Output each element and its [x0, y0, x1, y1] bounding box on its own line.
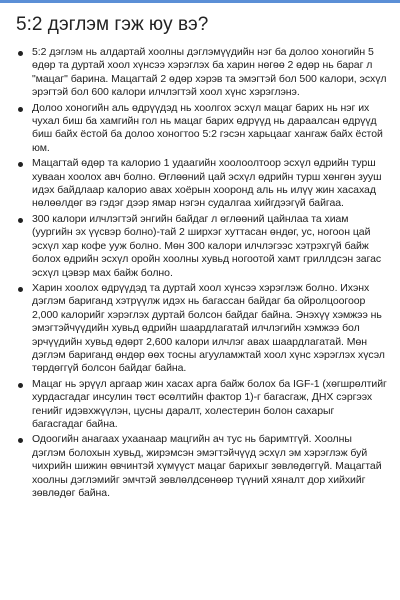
- list-item: Мацаг нь эрүүл аргаар жин хасах арга байж болох ба IGF-1 (хөгшрөлтийг хурдасгадаг инсулин төст өсөлтийн фактор 1)-г багасгаж, ДНХ сэргээх генийг идэвхжүүлэн, цусны даралт, холестерин болон сахарыг багасгадаг байна.: [16, 378, 388, 432]
- list-item: 300 калори илчлэгтэй энгийн байдаг л өглөөний цайнлаа та хиам (уургийн эх үүсвэр болно)-тай 2 ширхэг хуттасан өндөг, ус, ногоон цай эсхүл хар кофе ууж болно. Мөн 300 калори илчлэгээс хэтрэхгүй байж болох өдрийн эсхүл оройн хоолны хувьд ногоотой хамт гриллдсэн загас эсхүл цэвэр мах байж болно.: [16, 213, 388, 280]
- list-item: Долоо хоногийн аль өдрүүдэд нь хоолгох эсхүл мацаг барих нь нэг их чухал биш ба хамгийн гол нь мацаг барих өдрүүд нь дараалсан өдрүүд биш байх ёстой ба долоо хоногтоо 5:2 гэсэн харьцааг хангаж байх ёстой юм.: [16, 102, 388, 156]
- page-title: 5:2 дэглэм гэж юу вэ?: [16, 14, 209, 35]
- list-item: 5:2 дэглэм нь алдартай хоолны дэглэмүүдийн нэг ба долоо хоногийн 5 өдөр та дуртай хоол хүнсээ хэрэглэх ба харин нөгөө 2 өдөр нь бараг л "мацаг" барина. Мацагтай 2 өдөр хэрэв та эмэгтэй бол 500 калори, эсхүл эрэгтэй бол 600 калори илчлэгтэй хоол хүнс хэрэглэнэ.: [16, 46, 388, 100]
- list-item: Одоогийн анагаах ухаанаар мацгийн ач тус нь баримтгүй. Хоолны дэглэм болохын хувьд, жирэмсэн эмэгтэйчүүд эсхүл эм хэрэглэж буй чихрийн шижин өвчинтэй хүмүүст мацаг барихыг зөвлөдөггүй. Мацагтай хоолны дэглэмийг эмчтэй зөвлөлдсөнөөр түүний хяналт дор хийхийг зөвлөдөг байна.: [16, 433, 388, 500]
- list-item: Харин хоолох өдрүүдэд та дуртай хоол хүнсээ хэрэглэж болно. Ихэнх дэглэм бариганд хэтрүүлж идэх нь багассан байдаг ба ойролцоогоор 2,000 калорийг хэрэглэх дуртай болсон байдаг байна. Энэхүү хэмжээ нь эмэгтэйчүүдийн хувьд өдрийн шаардлагатай илчлэгийн хэмжээ бол эрчүүдийн хувьд өдөрт 2,600 калори илчлэг авах шаардлагатай. Мөн дэглэм бариганд өндөр өөх тосны агууламжтай хоол хүнс хэрэглэх хүсэл төрдөггүй болсон байдаг байна.: [16, 282, 388, 376]
- top-accent-bar: [0, 0, 400, 3]
- article: [16, 14, 388, 502]
- bullet-list: [16, 46, 388, 500]
- list-item: Мацагтай өдөр та калорио 1 удаагийн хоолоолтоор эсхүл өдрийн турш хуваан хоолох авч болно. Өглөөний цай эсхүл өдрийн турш хөнгөн зууш идэх байдлаар калорио авах хоёрын хооронд аль нь илүү жин хасахад нөлөөлдөг вэ гэдэг дээр ямар нэгэн судалгаа хийгдээгүй байгаа.: [16, 157, 388, 211]
